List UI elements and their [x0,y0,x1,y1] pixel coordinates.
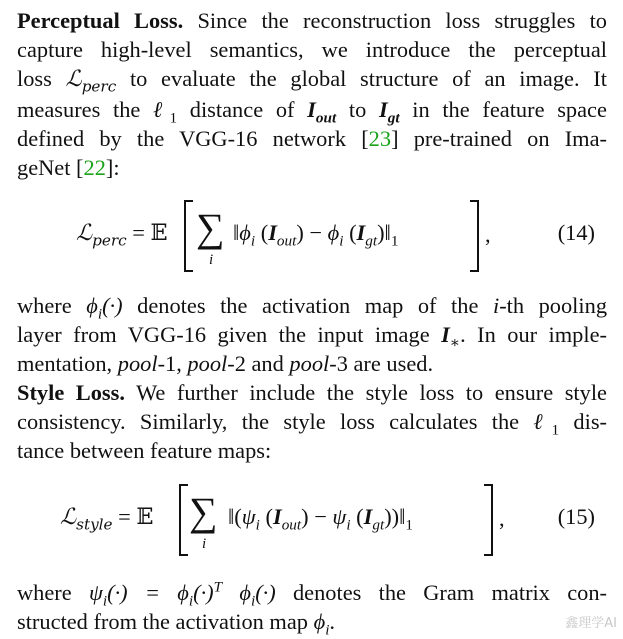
left-bracket [184,200,193,272]
math-ell1: ℓ$_1$ [153,96,178,127]
watermark: 鑫理学AI [565,616,617,631]
math-i-star: $I_∗$ [441,322,461,352]
equation-number: (14) [557,220,595,245]
right-bracket [484,484,493,556]
text-line: layer from VGG-16 given the input image $I_∗$. In our imple- [17,322,607,352]
math-l-perc: ℒ$_{perc}$ [65,66,117,96]
text-line: structed from the activation map $\phi_i$. [17,609,336,639]
equation-14: ℒ$_{perc}$ = 𝔼 ∑ i $‖\phi_i$ $(I_{out}) - \phi_i$ $(I_{gt})‖_1$ , (14) [0,196,623,276]
sum-symbol: ∑ [189,489,218,534]
text-line: Perceptual Loss. Since the reconstruction loss struggles to [17,8,607,33]
math-gram: $\psi_i(\cdot) = \phi_i(\cdot)^T$ $\phi_i(\cdot)$ [88,578,276,610]
text-line: Style Loss. We further include the style loss to ensure style [17,380,607,405]
sum-index: i [202,536,207,552]
math-phi-i: $\phi_i(\cdot)$ [86,293,123,323]
section-heading-style-loss: Style Loss. [17,380,125,405]
equation-15-norm: $‖(\psi_i$ $(I_{out}) - \psi_i$ $(I_{gt}))‖_1$ [228,504,414,534]
activation-paragraph [17,291,607,379]
perceptual-loss-paragraph [17,6,607,182]
gram-matrix-paragraph [17,578,607,639]
right-bracket [470,200,479,272]
section-heading-perceptual-loss: Perceptual Loss. [17,8,184,33]
equation-15: ℒ$_{style}$ = 𝔼 ∑ i $‖(\psi_i$ $(I_{out}) - \psi_i$ $(I_{gt}))‖_1$ , (15) [0,480,623,560]
text-line: where $\psi_i(\cdot) = \phi_i(\cdot)^T$ $\phi_i(\cdot)$ denotes the Gram matrix con- [17,578,607,610]
text-line: consistency. Similarly, the style loss calculates the ℓ$_1$ dis- [17,409,607,439]
text-line: tance between feature maps: [17,438,272,464]
text-line: defined by the VGG-16 network [23] pre-trained on Ima- [17,125,607,151]
citation-link[interactable]: 22 [83,155,106,181]
equation-15-body: ℒ$_{style}$ = 𝔼 [60,504,154,534]
text-line: where $\phi_i(\cdot)$ denotes the activation map of the i-th pooling [17,293,608,323]
equation-14-body: ℒ$_{perc}$ = 𝔼 [76,220,168,250]
sum-symbol: ∑ [196,205,225,250]
text-line: loss ℒ$_{perc}$ to evaluate the global structure of an image. It [17,66,607,96]
left-bracket [179,484,188,556]
equation-14-norm: $‖\phi_i$ $(I_{out}) - \phi_i$ $(I_{gt})‖_1$ [233,220,399,250]
math-i-gt: $I_{gt}$ [378,96,400,127]
equation-number: (15) [557,504,595,529]
math-i-out: $I_{out}$ [307,96,337,127]
text-line: capture high-level semantics, we introduce the perceptual [17,37,607,63]
text-line: geNet [22]: [17,155,120,181]
style-loss-paragraph [17,378,607,466]
sum-index: i [209,252,214,268]
text-line: measures the ℓ$_1$ distance of $I_{out}$ to $I_{gt}$ in the feature space [17,96,607,127]
text-line: mentation, pool-1, pool-2 and pool-3 are used. [17,351,434,377]
citation-link[interactable]: 23 [368,125,392,151]
